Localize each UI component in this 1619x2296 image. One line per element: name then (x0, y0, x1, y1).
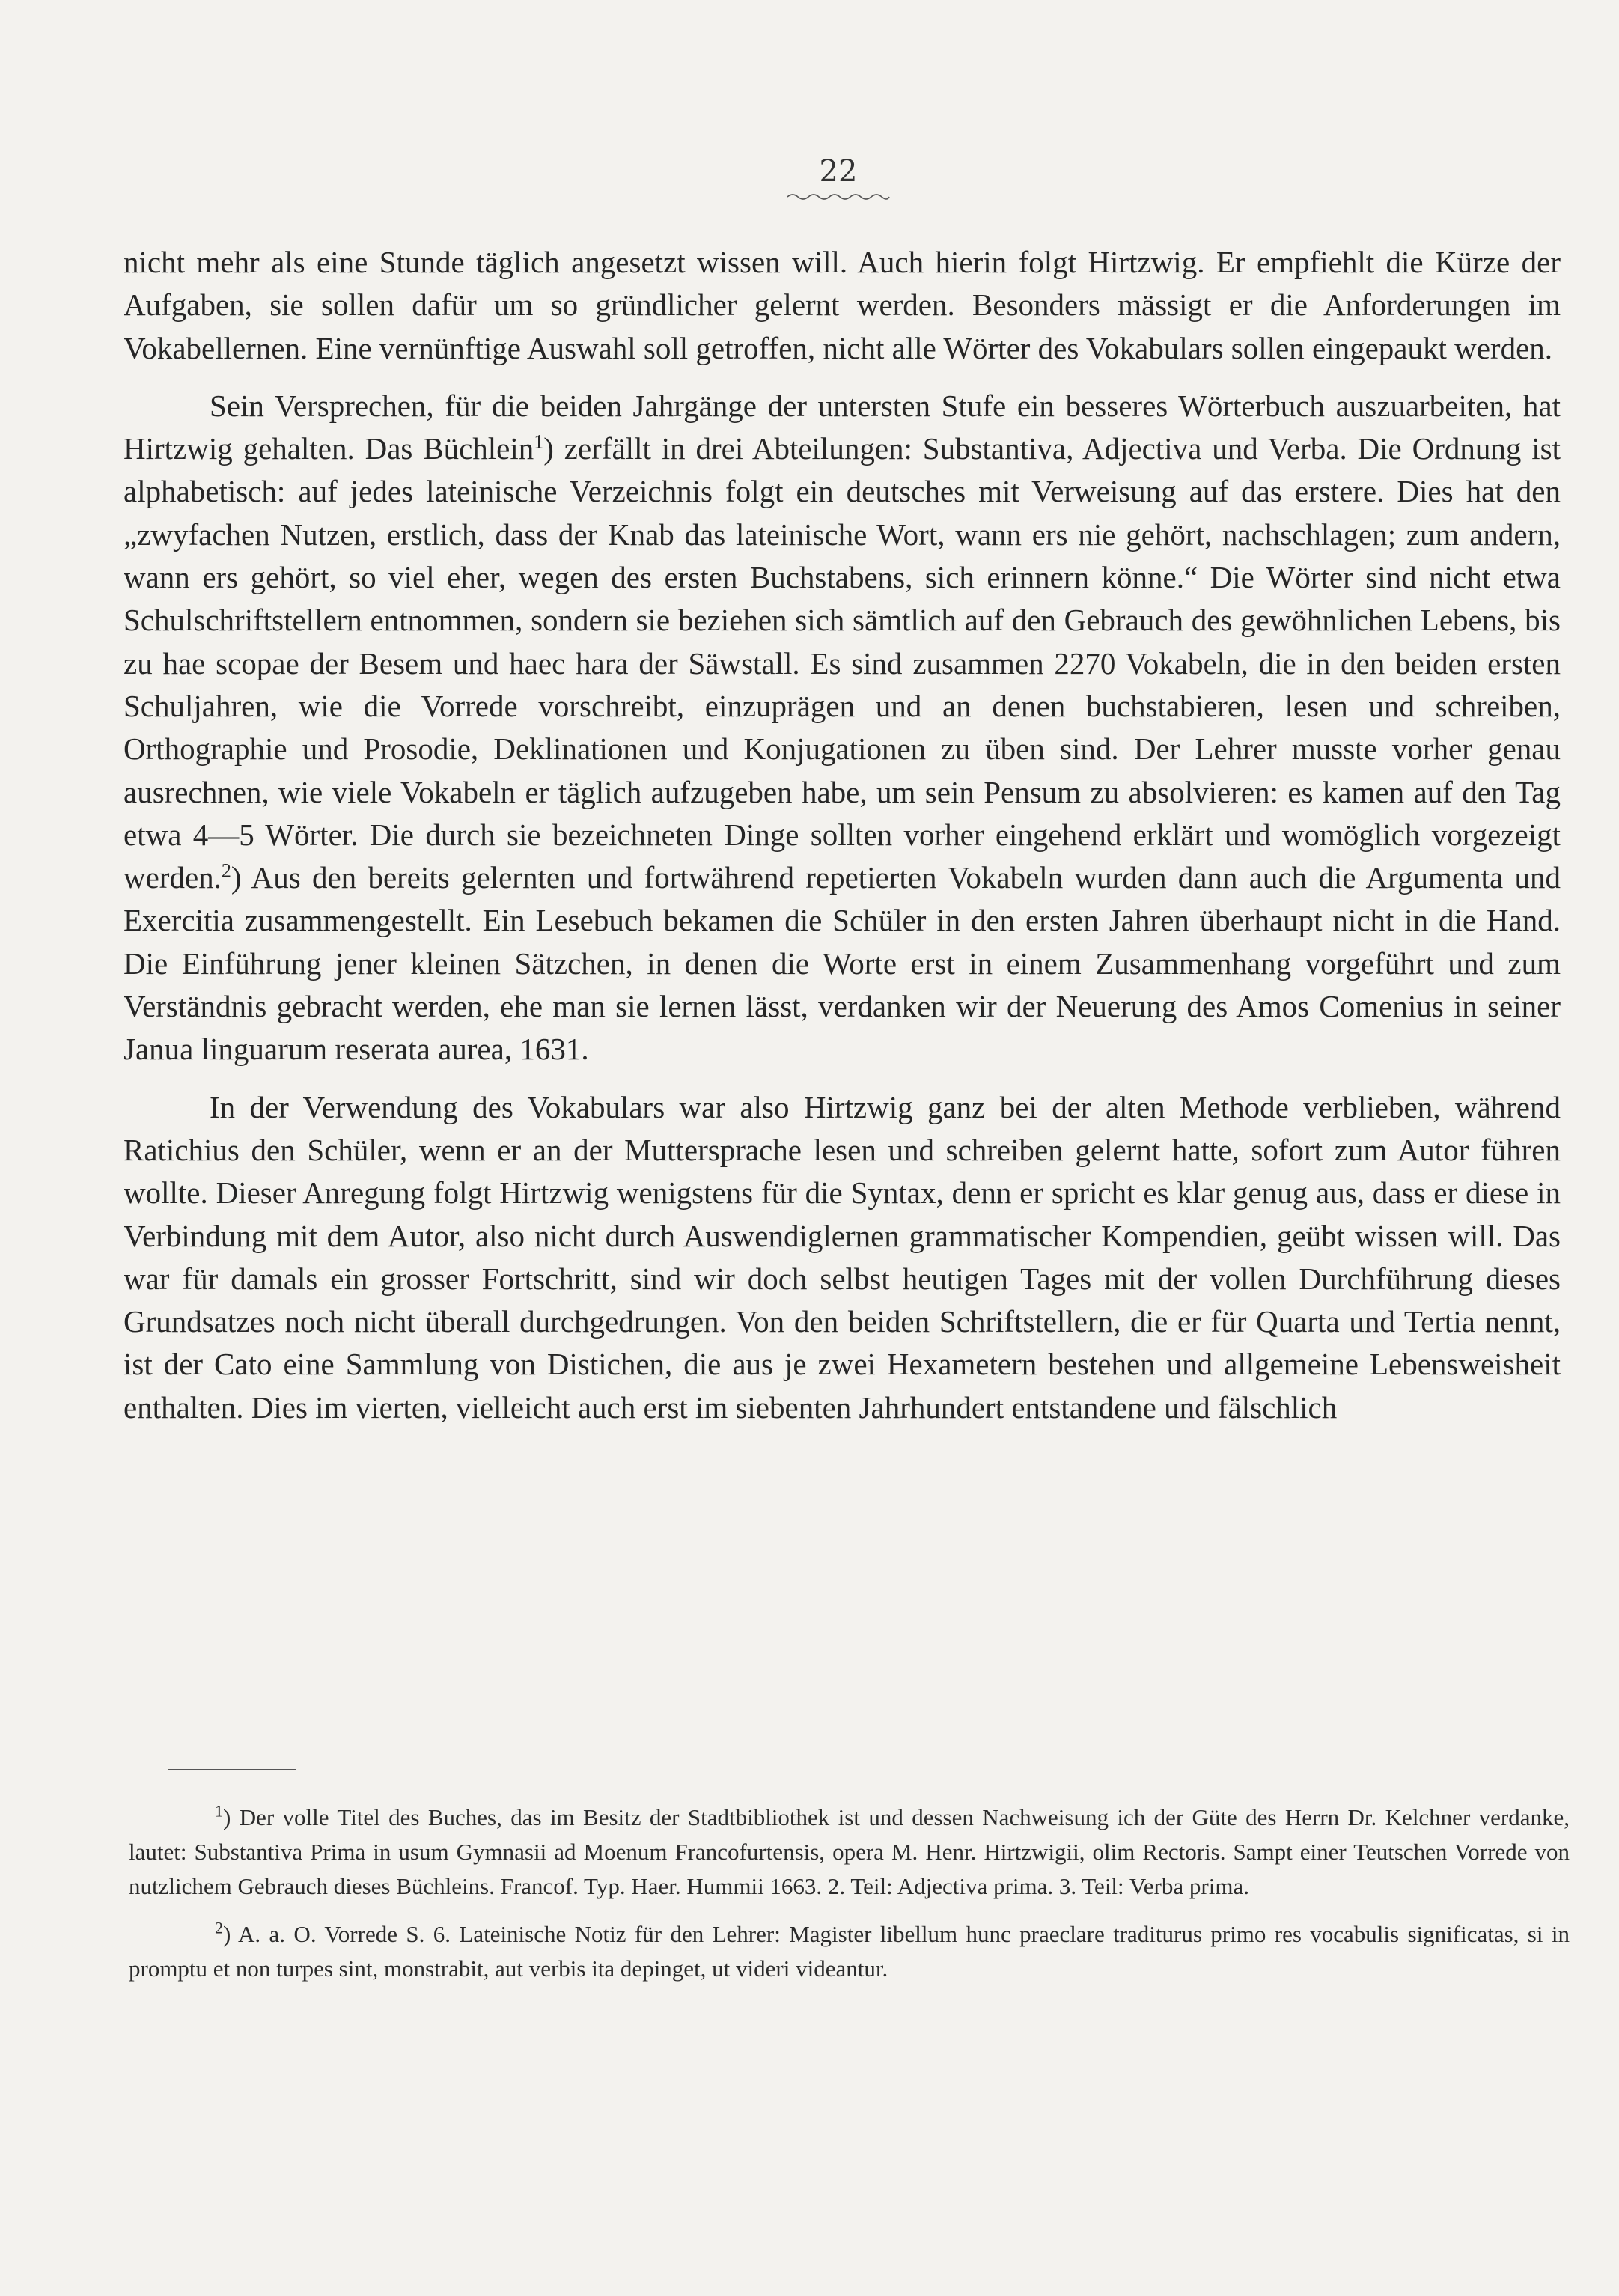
paragraph-2-part-1: Sein Versprechen, für die beiden Jahrgänge der untersten Stufe ein besseres Wörterbuch auszuarbeiten, hat Hirtzwig gehalten. Das Büchlein (124, 388, 1561, 466)
footnotes (129, 1800, 1570, 2000)
paragraph-2 (124, 385, 1561, 1071)
footnote-divider (168, 1769, 296, 1770)
paragraph-1: nicht mehr als eine Stunde täglich angesetzt wissen will. Auch hierin folgt Hirtzwig. Er empfiehlt die Kürze der Aufgaben, sie sollen dafür um so gründlicher gelernt werden. Besonders mässigt er die Anforderungen im Vokabellernen. Eine vernünftige Auswahl soll getroffen, nicht alle Wörter des Vokabulars sollen eingepaukt werden. (124, 245, 1561, 365)
footnote-1-text: ) Der volle Titel des Buches, das im Besitz der Stadtbibliothek ist und dessen Nachweisung ich der Güte des Herrn Dr. Kelchner verdanke, lautet: Substantiva Prima in usum Gymnasii ad Moenum Francofurtensis, opera M. Henr. Hirtzwigii, olim Rectoris. Sampt einer Teutschen Vorrede von nutzlichem Gebrauch dieses Büchleins. Francof. Typ. Haer. Hummii 1663. 2. Teil: Adjectiva prima. 3. Teil: Verba prima. (129, 1804, 1570, 1899)
body-text (124, 241, 1561, 1429)
footnote-1 (129, 1800, 1570, 1904)
footnote-2-text: ) A. a. O. Vorrede S. 6. Lateinische Notiz für den Lehrer: Magister libellum hunc praeclare traditurus primo res vocabulis significatas, si in promptu et non turpes sint, monstrabit, aut verbis ita depinget, ut videri videantur. (129, 1921, 1570, 1982)
page-number-ornament (786, 192, 891, 202)
footnote-2 (129, 1917, 1570, 1986)
footnote-2-mark: 2 (215, 1918, 223, 1937)
paragraph-2-part-3: ) Aus den bereits gelernten und fortwährend repetierten Vokabeln wurden dann auch die Argumenta und Exercitia zusammengestellt. Ein Lesebuch bekamen die Schüler in den ersten Jahren überhaupt nicht in die Hand. Die Einführung jener kleinen Sätzchen, in denen die Worte erst in einem Zusammenhang vorgeführt und zum Verständnis gebracht werden, ehe man sie lernen lässt, verdanken wir der Neuerung des Amos Comenius in seiner Janua linguarum reserata aurea, 1631. (124, 860, 1561, 1067)
paragraph-3: In der Verwendung des Vokabulars war also Hirtzwig ganz bei der alten Methode verblieben, während Ratichius den Schüler, wenn er an der Muttersprache lesen und schreiben gelernt hatte, sofort zum Autor führen wollte. Dieser Anregung folgt Hirtzwig wenigstens für die Syntax, denn er spricht es klar genug aus, dass er diese in Verbindung mit dem Autor, also nicht durch Auswendiglernen grammatischer Kompendien, geübt wissen will. Das war für damals ein grosser Fortschritt, sind wir doch selbst heutigen Tages mit der vollen Durchführung dieses Grundsatzes noch nicht überall durchgedrungen. Von den beiden Schriftstellern, die er für Quarta und Tertia nennt, ist der Cato eine Sammlung von Distichen, die aus je zwei Hexametern bestehen und allgemeine Lebensweisheit enthalten. Dies im vierten, vielleicht auch erst im siebenten Jahrhundert entstandene und fälschlich (124, 1089, 1561, 1425)
paragraph-2-part-2: ) zerfällt in drei Abteilungen: Substantiva, Adjectiva und Verba. Die Ordnung ist alphabetisch: auf jedes lateinische Verzeichnis folgt ein deutsches mit Verweisung auf das erstere. Dies hat den „zwyfachen Nutzen, erstlich, dass der Knab das lateinische Wort, wann ers nie gehört, nachschlagen; zum andern, wann ers gehört, so viel eher, wegen des ersten Buchstabens, sich erinnern könne.“ Die Wörter sind nicht etwa Schulschriftstellern entnommen, sondern sie beziehen sich sämtlich auf den Gebrauch des gewöhnlichen Lebens, bis zu hae scopae der Besem und haec hara der Säwstall. Es sind zusammen 2270 Vokabeln, die in den beiden ersten Schuljahren, wie die Vorrede vorschreibt, einzuprägen und an denen buchstabieren, lesen und schreiben, Orthographie und Prosodie, Deklinationen und Konjugationen zu üben sind. Der Lehrer musste vorher genau ausrechnen, wie viele Vokabeln er täglich aufzugeben habe, um sein Pensum zu absolvieren: es kamen auf den Tag etwa 4—5 Wörter. Die durch sie bezeichneten Dinge sollten vorher eingehend erklärt und womöglich vorgezeigt werden. (124, 431, 1561, 895)
footnote-1-mark: 1 (215, 1801, 223, 1821)
footnote-reference-2: 2 (221, 859, 231, 882)
page-number: 22 (819, 154, 858, 189)
footnote-reference-1: 1 (534, 430, 544, 453)
